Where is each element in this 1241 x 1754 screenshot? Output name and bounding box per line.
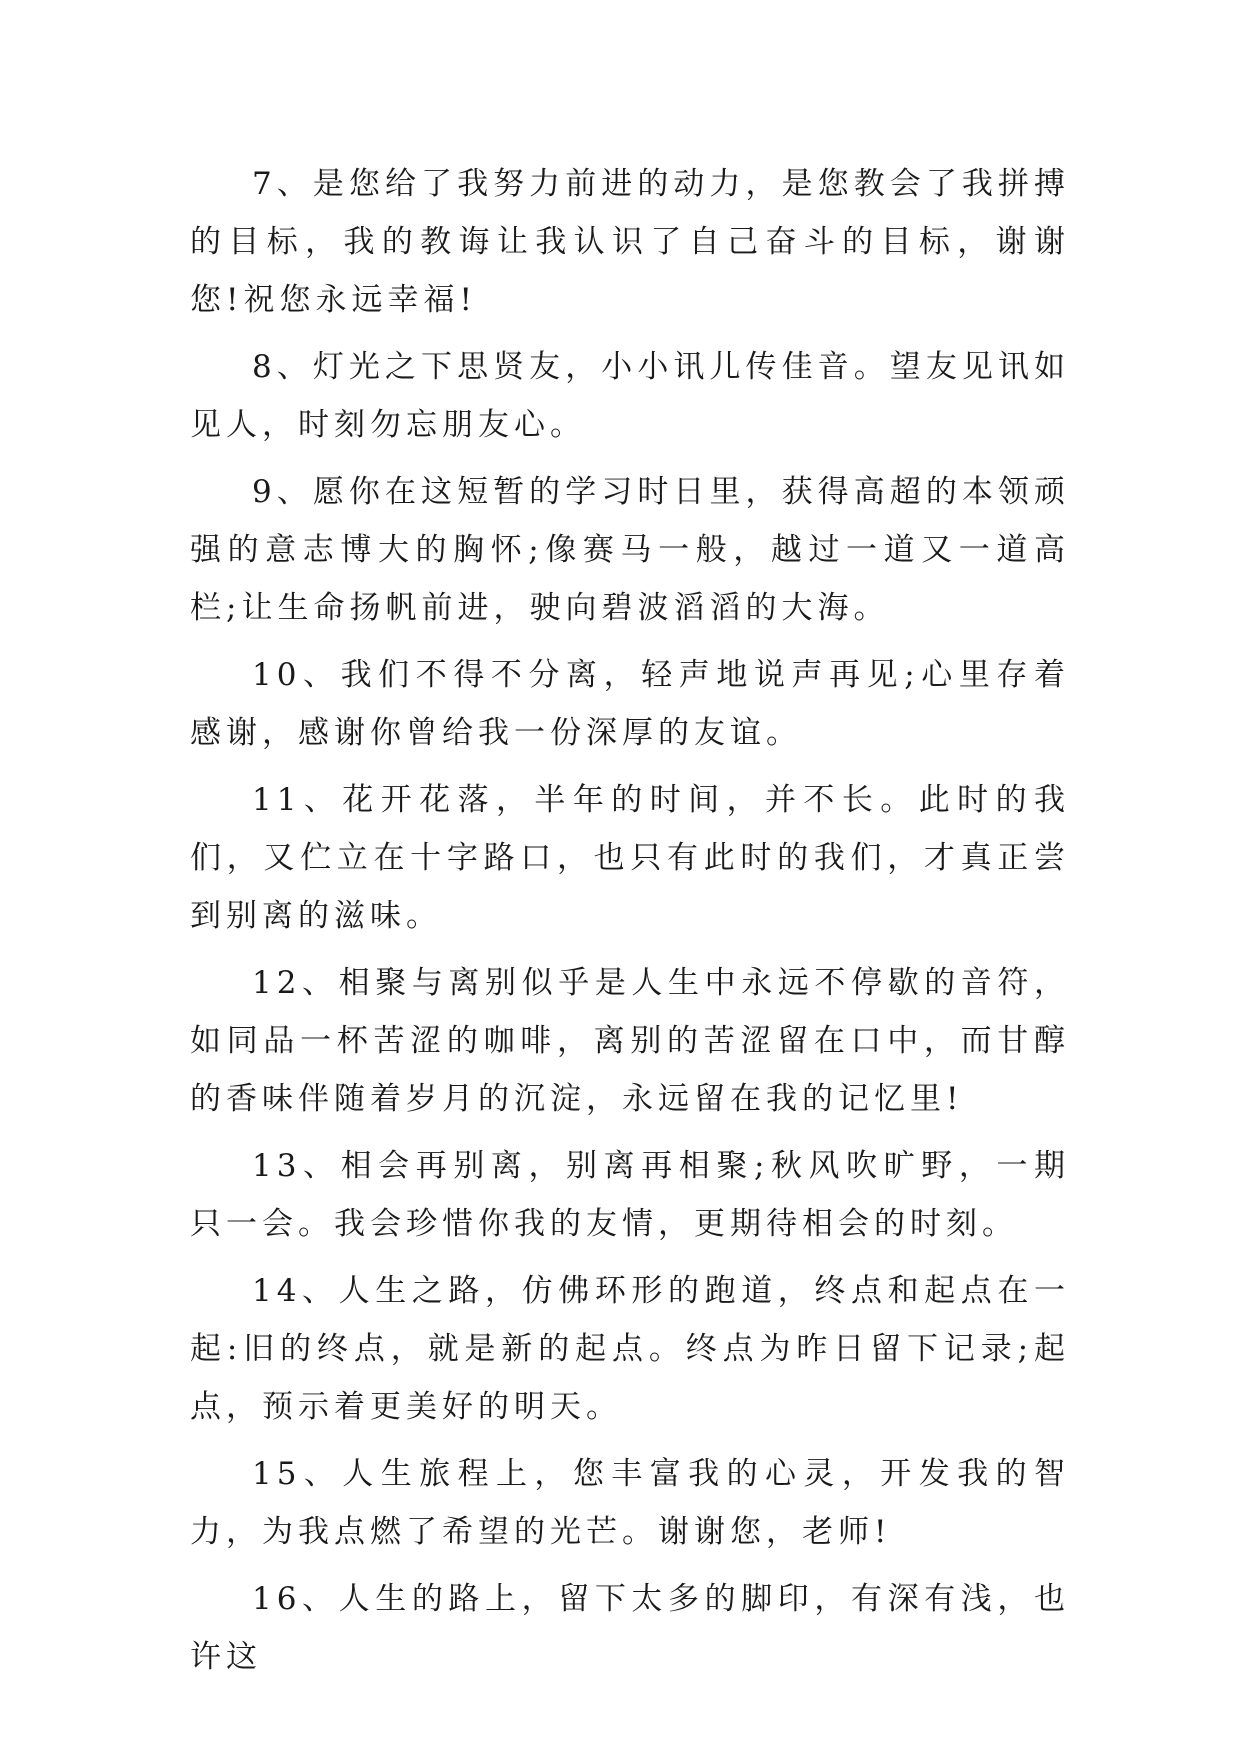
paragraph-9: 9、愿你在这短暂的学习时日里，获得高超的本领顽强的意志博大的胸怀;像赛马一般，越过一道又一道高栏;让生命扬帆前进，驶向碧波滔滔的大海。 bbox=[190, 474, 1070, 626]
paragraph-12: 12、相聚与离别似乎是人生中永远不停歇的音符，如同品一杯苦涩的咖啡，离别的苦涩留在口中，而甘醇的香味伴随着岁月的沉淀，永远留在我的记忆里! bbox=[190, 965, 1070, 1117]
paragraph-15: 15、人生旅程上，您丰富我的心灵，开发我的智力，为我点燃了希望的光芒。谢谢您，老师! bbox=[190, 1456, 1070, 1550]
paragraph-11: 11、花开花落，半年的时间，并不长。此时的我们，又伫立在十字路口，也只有此时的我们，才真正尝到别离的滋味。 bbox=[190, 782, 1070, 934]
paragraph-10: 10、我们不得不分离，轻声地说声再见;心里存着感谢，感谢你曾给我一份深厚的友谊。 bbox=[190, 657, 1070, 751]
paragraph-13: 13、相会再别离，别离再相聚;秋风吹旷野，一期只一会。我会珍惜你我的友情，更期待相会的时刻。 bbox=[190, 1148, 1070, 1242]
paragraph-16: 16、人生的路上，留下太多的脚印，有深有浅，也许这 bbox=[190, 1581, 1070, 1675]
document-body bbox=[190, 155, 1070, 1695]
paragraph-14: 14、人生之路，仿佛环形的跑道，终点和起点在一起:旧的终点，就是新的起点。终点为昨日留下记录;起点，预示着更美好的明天。 bbox=[190, 1273, 1070, 1425]
paragraph-7: 7、是您给了我努力前进的动力，是您教会了我拼搏的目标，我的教诲让我认识了自己奋斗的目标，谢谢您!祝您永远幸福! bbox=[190, 166, 1070, 318]
paragraph-8: 8、灯光之下思贤友，小小讯儿传佳音。望友见讯如见人，时刻勿忘朋友心。 bbox=[190, 349, 1070, 443]
